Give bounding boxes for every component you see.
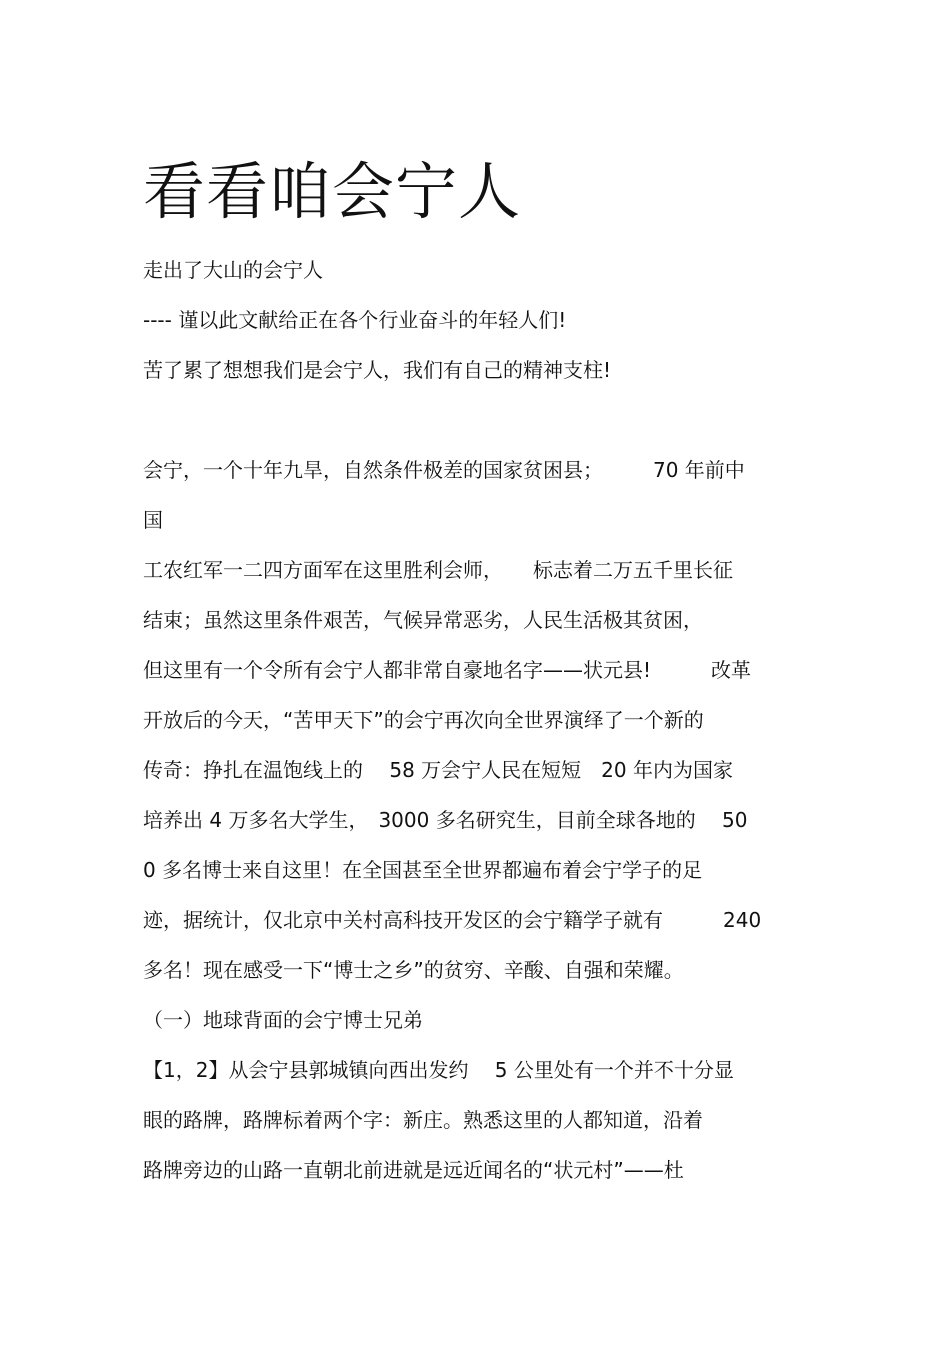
paragraph-line: 眼的路牌，路牌标着两个字：新庄。熟悉这里的人都知道，沿着 xyxy=(143,1108,703,1132)
paragraph-line: 工农红军一二四方面军在这里胜利会师， 标志着二万五千里长征 xyxy=(143,558,733,582)
document-title: 看看咱会宁人 xyxy=(143,155,522,228)
paragraph-line: 多名！现在感受一下“博士之乡”的贫穷、辛酸、自强和荣耀。 xyxy=(143,958,684,982)
paragraph-line: 结束；虽然这里条件艰苦，气候异常恶劣，人民生活极其贫困， xyxy=(143,608,703,632)
section-heading: （一）地球背面的会宁博士兄弟 xyxy=(143,1008,423,1032)
paragraph-line: 培养出 4 万多名大学生， 3000 多名研究生，目前全球各地的 50 xyxy=(143,808,748,832)
paragraph-line: 【1，2】从会宁县郭城镇向西出发约 5 公里处有一个并不十分显 xyxy=(143,1058,734,1082)
paragraph-line: 但这里有一个令所有会宁人都非常自豪地名字——状元县! 改革 xyxy=(143,658,752,682)
motto-line: 苦了累了想想我们是会宁人，我们有自己的精神支柱! xyxy=(143,358,612,382)
paragraph-line: 开放后的今天，“苦甲天下”的会宁再次向全世界演绎了一个新的 xyxy=(143,708,704,732)
paragraph-line: 会宁，一个十年九旱，自然条件极差的国家贫困县； 70 年前中 xyxy=(143,458,745,482)
paragraph-line: 0 多名博士来自这里！在全国甚至全世界都遍布着会宁学子的足 xyxy=(143,858,703,882)
paragraph-line: 国 xyxy=(143,508,163,532)
paragraph-line: 路牌旁边的山路一直朝北前进就是远近闻名的“状元村”——杜 xyxy=(143,1158,684,1182)
dedication-line: ---- 谨以此文献给正在各个行业奋斗的年轻人们! xyxy=(143,308,567,332)
subtitle-line: 走出了大山的会宁人 xyxy=(143,258,323,282)
paragraph-line: 传奇：挣扎在温饱线上的 58 万会宁人民在短短 20 年内为国家 xyxy=(143,758,733,782)
paragraph-line: 迹，据统计，仅北京中关村高科技开发区的会宁籍学子就有 240 xyxy=(143,908,762,932)
